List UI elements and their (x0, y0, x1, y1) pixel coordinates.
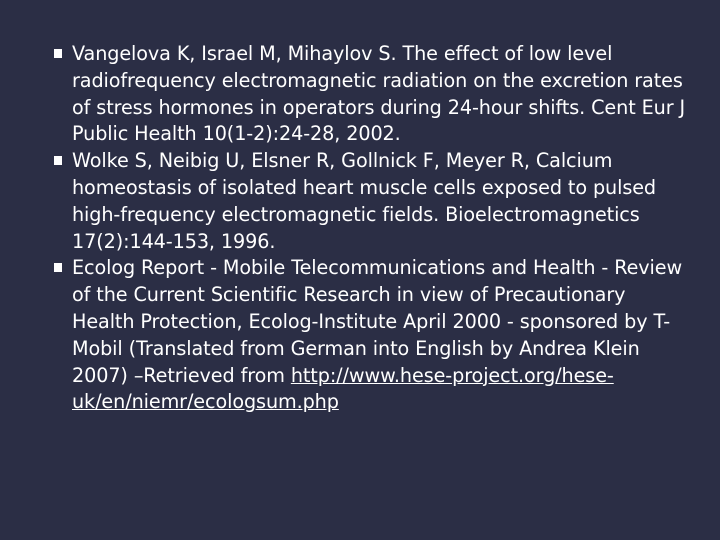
reference-list (56, 41, 686, 416)
reference-link[interactable]: http://www.hese-project.org/hese-uk/en/niemr/ecologsum.php (72, 363, 614, 414)
square-bullet-icon (54, 156, 62, 165)
reference-text: Wolke S, Neibig U, Elsner R, Gollnick F, Meyer R, Calcium homeostasis of isolated heart muscle cells exposed to pulsed high-frequency electromagnetic fields. Bioelectromagnetics 17(2):144-153, 1996. (72, 149, 657, 253)
reference-item-2 (56, 148, 686, 255)
square-bullet-icon (54, 263, 62, 272)
square-bullet-icon (54, 49, 62, 58)
reference-item-1 (56, 41, 686, 148)
reference-text: Ecolog Report - Mobile Telecommunications and Health - Review of the Current Scientific Research in view of Precautionary Health Protection, Ecolog-Institute April 2000 - sponsored by T-Mobil (Translated from German into English by Andrea Klein 2007) –Retrieved from (72, 256, 683, 387)
reference-text: Vangelova K, Israel M, Mihaylov S. The effect of low level radiofrequency electromagnetic radiation on the excretion rates of stress hormones in operators during 24-hour shifts. Cent Eur J Public Health 10(1-2):24-28, 2002. (72, 42, 686, 146)
reference-item-3 (56, 255, 686, 416)
